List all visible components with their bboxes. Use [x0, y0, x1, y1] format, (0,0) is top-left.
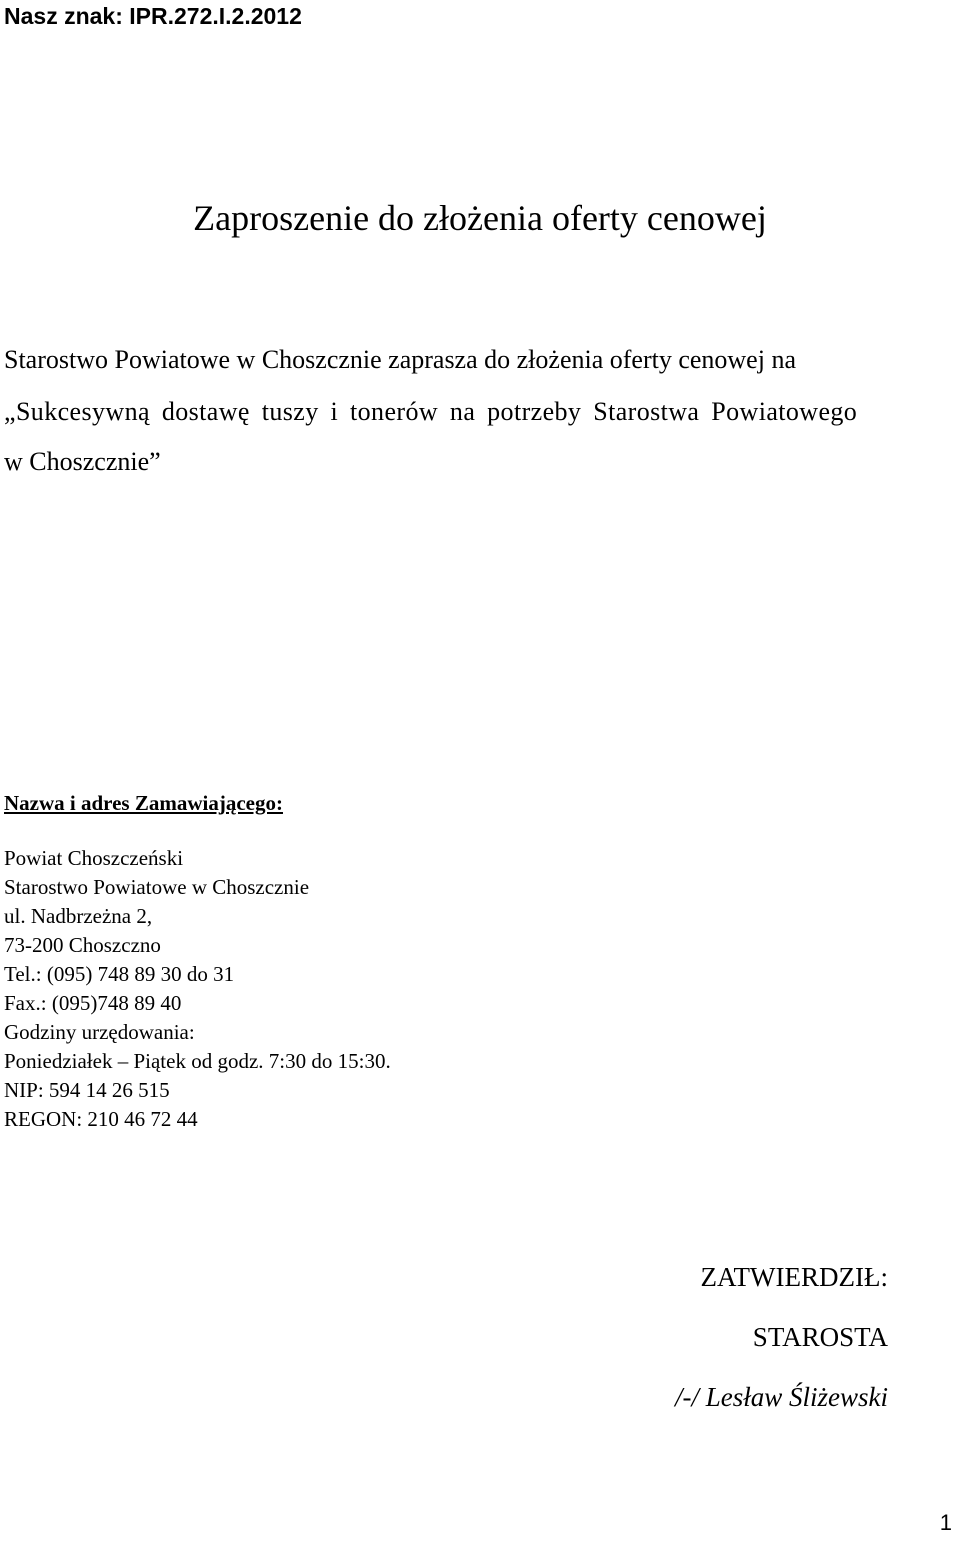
reference-number: Nasz znak: IPR.272.I.2.2012: [4, 3, 302, 29]
approval-signature: /-/ Lesław Śliżewski: [674, 1382, 888, 1412]
authority-phone-line: Tel.: (095) 748 89 30 do 31: [4, 962, 235, 986]
office-hours-line: Poniedziałek – Piątek od godz. 7:30 do 15:30.: [4, 1049, 391, 1073]
authority-regon-line: REGON: 210 46 72 44: [4, 1107, 198, 1131]
approval-role: STAROSTA: [752, 1322, 888, 1352]
authority-fax-line: Fax.: (095)748 89 40: [4, 991, 182, 1015]
intro-line-3: w Choszcznie”: [4, 447, 161, 476]
authority-office-line: Starostwo Powiatowe w Choszcznie: [4, 875, 310, 899]
intro-line-2: „Sukcesywną dostawę tuszy i tonerów na potrzeby Starostwa Powiatowego: [4, 397, 858, 426]
intro-line-1: Starostwo Powiatowe w Choszcznie zaprasza do złożenia oferty cenowej na: [4, 345, 796, 374]
contracting-authority-heading: Nazwa i adres Zamawiającego:: [4, 791, 283, 815]
document-title: Zaproszenie do złożenia oferty cenowej: [193, 198, 767, 238]
contracting-authority-block: [4, 790, 564, 1134]
authority-name-line: Powiat Choszczeński: [4, 846, 184, 870]
authority-street-line: ul. Nadbrzeżna 2,: [4, 904, 153, 928]
authority-nip-line: NIP: 594 14 26 515: [4, 1078, 170, 1102]
office-hours-label: Godziny urzędowania:: [4, 1020, 195, 1044]
page-number: 1: [939, 1510, 952, 1535]
approval-block: [675, 1260, 888, 1414]
authority-postal-line: 73-200 Choszczno: [4, 933, 161, 957]
approval-label: ZATWIERDZIŁ:: [700, 1262, 888, 1292]
